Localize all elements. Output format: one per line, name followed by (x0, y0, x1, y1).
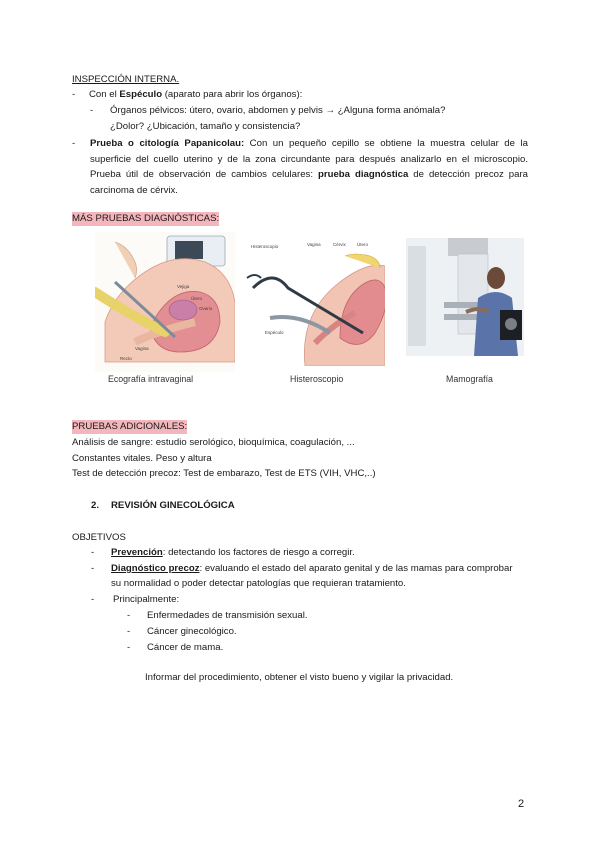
section-title-adicionales: PRUEBAS ADICIONALES: (72, 421, 188, 432)
bullet-dash: - (72, 138, 76, 149)
label-recto: Recto (120, 356, 132, 361)
objetivo-diagnostico-cont: su normalidad o poder detectar patologías que requieran tratamiento. (111, 578, 406, 589)
caption-ecografia: Ecografía intravaginal (108, 374, 194, 384)
label-ovario: Ovario (199, 306, 213, 311)
closing-note: Informar del procedimiento, obtener el visto bueno y vigilar la privacidad. (145, 672, 454, 683)
bullet-especulo: - Con el Espéculo (aparato para abrir los órganos): (72, 89, 303, 100)
label-utero-2: Útero (357, 242, 369, 247)
label-vagina-2: Vagina (307, 242, 321, 247)
section-title-mas-pruebas: MÁS PRUEBAS DIAGNÓSTICAS: (72, 213, 220, 224)
label-cervix: Cérvix (333, 242, 346, 247)
paragraph-papanicolau: Prueba o citología Papanicolau: Con un pequeño cepillo se obtiene la muestra celular de la superficie del cuello uterino y de la zona circundante para después analizarlo en el microscopio. Prueba útil de observación de cambios celulares: prueba diagnóstica de detección precoz para carcinoma de cérvix. (90, 138, 528, 196)
page-number: 2 (518, 798, 525, 810)
label-vagina: Vagina (135, 346, 149, 351)
sub-bullet-organos: - Órganos pélvicos: útero, ovario, abdomen y pelvis → ¿Alguna forma anómala? (90, 105, 446, 116)
label-utero: Útero (191, 296, 203, 301)
objetivo-principalmente: - Principalmente: (91, 594, 180, 605)
objetivo-diagnostico: - Diagnóstico precoz: evaluando el estado del aparato genital y de las mamas para comprobar (91, 563, 513, 574)
section-title-revision: REVISIÓN GINECOLÓGICA (111, 500, 235, 511)
subitem-ets: - Enfermedades de transmisión sexual. (127, 610, 308, 621)
objetivo-prevencion: - Prevención: detectando los factores de riesgo a corregir. (91, 547, 355, 558)
adicionales-line-3: Test de detección precoz: Test de embarazo, Test de ETS (VIH, VHC,..) (72, 468, 376, 479)
figure-mamografia (406, 238, 524, 356)
label-vejiga: Vejiga (177, 284, 190, 289)
label-histeroscopio: Histeroscopio (251, 244, 279, 249)
label-especulo: Espéculo (265, 330, 284, 335)
adicionales-line-2: Constantes vitales. Peso y altura (72, 453, 212, 464)
objetivos-title: OBJETIVOS (72, 532, 126, 543)
sub-bullet-dolor: ¿Dolor? ¿Ubicación, tamaño y consistencia? (110, 121, 301, 132)
figure-ecografia (95, 232, 235, 372)
adicionales-line-1: Análisis de sangre: estudio serológico, bioquímica, coagulación, ... (72, 437, 355, 448)
caption-mamografia: Mamografía (446, 374, 493, 384)
section-number: 2. (91, 500, 100, 511)
figure-histeroscopio (245, 238, 385, 366)
subitem-cancer-mama: - Cáncer de mama. (127, 642, 224, 653)
section-title-inspeccion: INSPECCIÓN INTERNA. (72, 74, 180, 85)
subitem-cancer-gine: - Cáncer ginecológico. (127, 626, 237, 637)
caption-histeroscopio: Histeroscopio (290, 374, 344, 384)
